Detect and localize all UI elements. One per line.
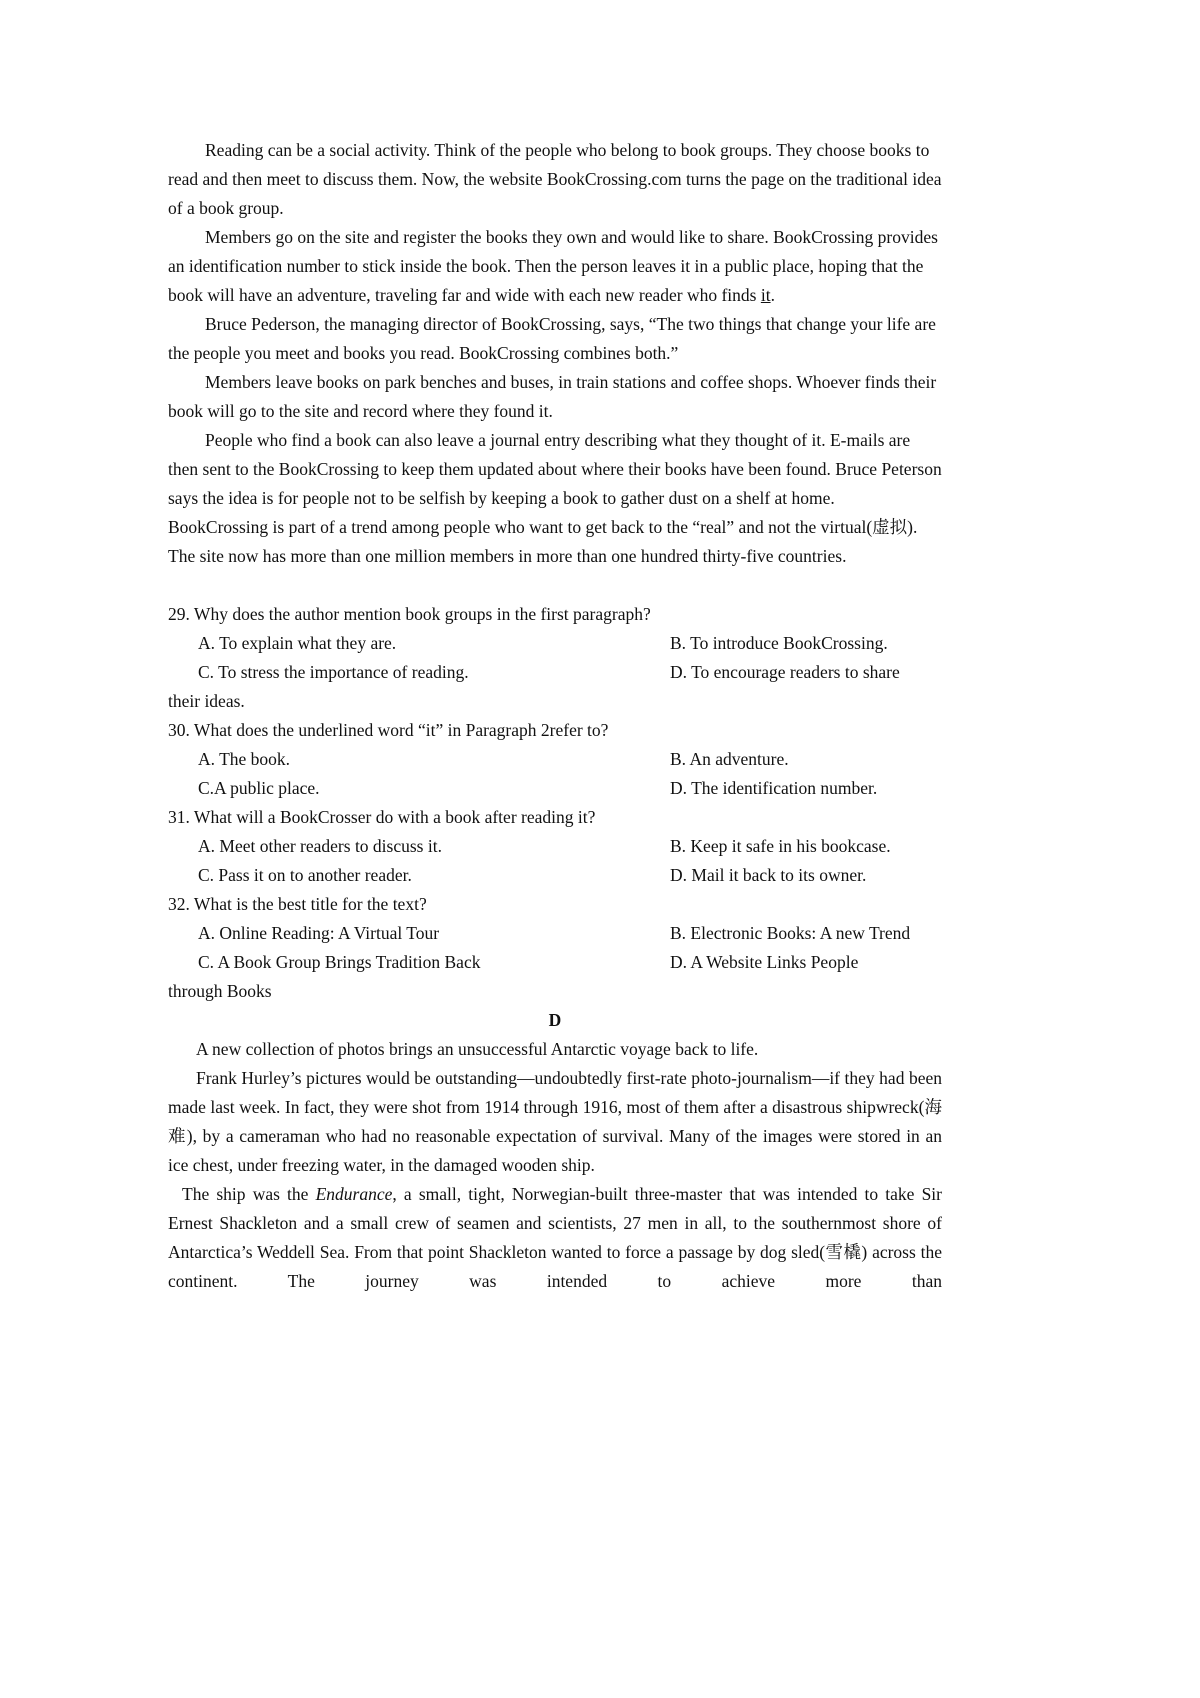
option-d: D. To encourage readers to share	[670, 662, 900, 682]
questions-section	[168, 600, 942, 1006]
question-stem: 32. What is the best title for the text?	[168, 894, 427, 914]
paragraph-text: , a small, tight, Norwegian-built three-master that was intended to take Sir Ernest Shackleton and a small crew of seamen and scientists, 27 men in all, to the southernmost shore of Antarctica’s Weddell Sea. From that point Shackleton wanted to force a passage by dog sled(雪橇) across the continent. The journey was intended to achieve more than	[168, 1184, 942, 1291]
question-30	[168, 716, 942, 803]
option-b: B. To introduce BookCrossing.	[670, 633, 888, 653]
options-row	[168, 948, 942, 977]
passage-paragraph-2	[168, 223, 942, 310]
section-d-header: D	[548, 1010, 562, 1030]
option-c: C. Pass it on to another reader.	[198, 865, 412, 885]
option-d-continuation: through Books	[168, 981, 272, 1001]
question-stem: 29. Why does the author mention book groups in the first paragraph?	[168, 604, 651, 624]
passage-paragraph-5: People who find a book can also leave a journal entry describing what they thought of it. E-mails are then sent to the BookCrossing to keep them updated about where their books have been found. Bruce Peterson says the idea is for people not to be selfish by keeping a book to gather dust on a shelf at home.	[168, 430, 942, 508]
question-stem: 30. What does the underlined word “it” in Paragraph 2refer to?	[168, 720, 609, 740]
section-d-paragraph-3	[168, 1180, 942, 1296]
options-row	[168, 861, 942, 890]
option-d: D. A Website Links People	[670, 952, 859, 972]
passage-paragraph-4: Members leave books on park benches and buses, in train stations and coffee shops. Whoever finds their book will go to the site and record where they found it.	[168, 372, 937, 421]
question-29	[168, 600, 942, 716]
reading-passage	[168, 136, 942, 571]
option-b: B. An adventure.	[670, 749, 789, 769]
question-stem: 31. What will a BookCrosser do with a book after reading it?	[168, 807, 596, 827]
paragraph-text: Members go on the site and register the books they own and would like to share. BookCrossing provides an identification number to stick inside the book. Then the person leaves it in a public place, hoping that the book will have an adventure, traveling far and wide with each new reader who finds	[168, 227, 938, 305]
ship-name-italic: Endurance	[315, 1184, 393, 1204]
option-c: C. To stress the importance of reading.	[198, 662, 469, 682]
section-d-paragraph-2: Frank Hurley’s pictures would be outstanding—undoubtedly first-rate photo-journalism—if they had been made last week. In fact, they were shot from 1914 through 1916, most of them after a disastrous shipwreck(海难), by a cameraman who had no reasonable expectation of survival. Many of the images were stored in an ice chest, under freezing water, in the damaged wooden ship.	[168, 1068, 942, 1175]
passage-paragraph-1: Reading can be a social activity. Think of the people who belong to book groups. They choose books to read and then meet to discuss them. Now, the website BookCrossing.com turns the page on the traditional idea of a book group.	[168, 140, 942, 218]
page-content	[168, 136, 942, 1296]
options-row	[168, 774, 942, 803]
options-row	[168, 832, 942, 861]
option-d-continuation: their ideas.	[168, 691, 245, 711]
options-row	[168, 745, 942, 774]
option-a: A. The book.	[198, 749, 291, 769]
section-d-paragraph-1: A new collection of photos brings an unsuccessful Antarctic voyage back to life.	[196, 1039, 759, 1059]
option-d: D. Mail it back to its owner.	[670, 865, 867, 885]
underlined-word: it	[760, 285, 771, 305]
options-row	[168, 919, 942, 948]
options-row	[168, 658, 942, 687]
option-a: A. Online Reading: A Virtual Tour	[198, 923, 440, 943]
options-row	[168, 629, 942, 658]
option-c: C.A public place.	[198, 778, 320, 798]
paragraph-text: The ship was the	[182, 1184, 316, 1204]
option-a: A. To explain what they are.	[198, 633, 397, 653]
option-a: A. Meet other readers to discuss it.	[198, 836, 442, 856]
option-c: C. A Book Group Brings Tradition Back	[198, 952, 481, 972]
paragraph-text: .	[770, 285, 775, 305]
section-d	[168, 1006, 942, 1296]
passage-paragraph-3: Bruce Pederson, the managing director of BookCrossing, says, “The two things that change your life are the people you meet and books you read. BookCrossing combines both.”	[168, 314, 936, 363]
question-31	[168, 803, 942, 890]
option-b: B. Keep it safe in his bookcase.	[670, 836, 891, 856]
option-b: B. Electronic Books: A new Trend	[670, 923, 911, 943]
question-32	[168, 890, 942, 1006]
option-d: D. The identification number.	[670, 778, 878, 798]
passage-paragraph-6: BookCrossing is part of a trend among people who want to get back to the “real” and not the virtual(虚拟). The site now has more than one million members in more than one hundred thirty-five countries.	[168, 517, 918, 566]
